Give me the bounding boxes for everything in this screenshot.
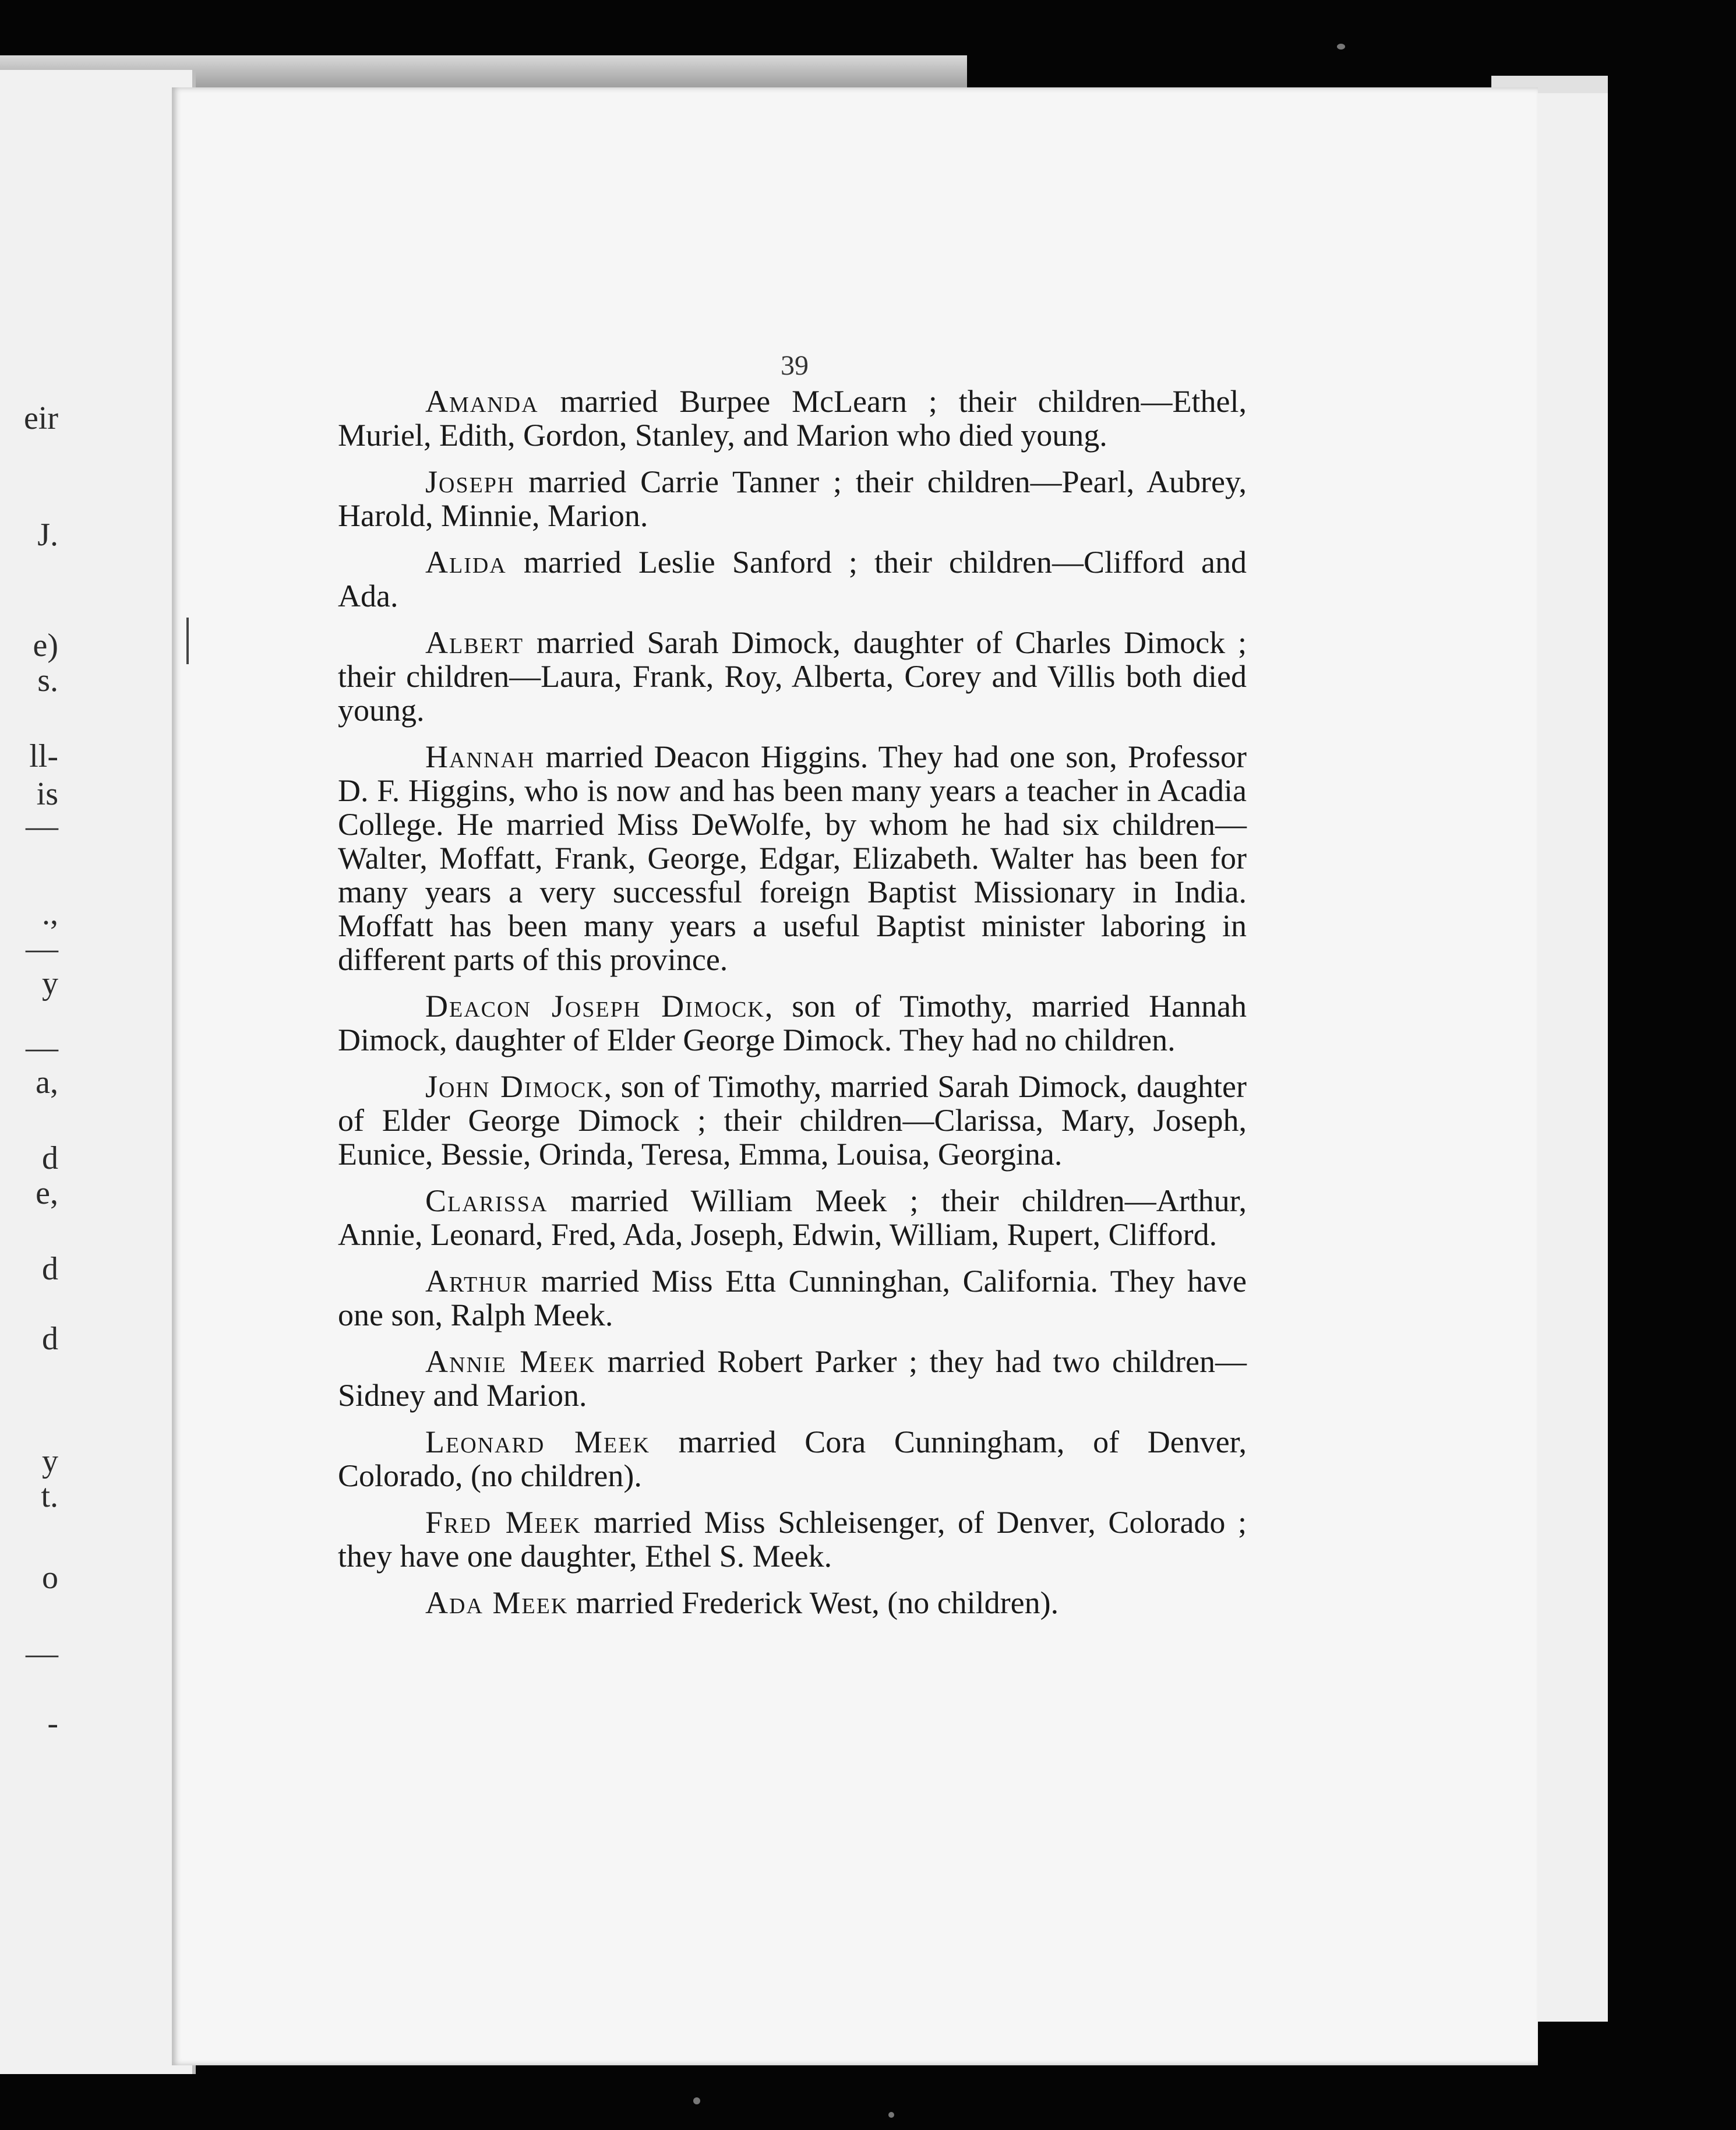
entry-name: Alida <box>425 545 507 580</box>
genealogy-entry <box>338 545 1247 613</box>
entry-name: Albert <box>425 625 524 660</box>
left-fragment: s. <box>37 662 58 699</box>
genealogy-entry <box>338 626 1247 727</box>
entry-text: married Leslie Sanford ; their children—Clifford and Ada. <box>338 545 1247 613</box>
entry-name: Joseph <box>425 464 515 499</box>
left-fragment: ., <box>42 895 58 932</box>
left-fragment: o <box>42 1560 58 1596</box>
page-body-text <box>338 385 1247 1632</box>
entry-name: John Dimock <box>425 1069 604 1104</box>
left-fragment: eir <box>23 400 58 436</box>
left-fragment: y <box>42 1443 58 1479</box>
dust-speck <box>888 2112 894 2118</box>
left-fragment: J. <box>37 517 58 553</box>
genealogy-entry <box>338 465 1247 532</box>
entry-text: married William Meek ; their children—Arthur, Annie, Leonard, Fred, Ada, Joseph, Edwin, William, Rupert, Clifford. <box>338 1183 1247 1252</box>
genealogy-entry <box>338 1505 1247 1573</box>
left-fragment: t. <box>41 1478 58 1514</box>
entry-name: Annie Meek <box>425 1344 596 1379</box>
entry-name: Ada Meek <box>425 1585 569 1620</box>
left-page-text-fragments <box>0 70 192 2074</box>
left-fragment: d <box>42 1321 58 1357</box>
entry-name: Hannah <box>425 739 535 774</box>
entry-text: , son of Timothy, married Sarah Dimock, daughter of Elder George Dimock ; their children—Clarissa, Mary, Joseph, Eunice, Bessie, Orinda, Teresa, Emma, Louisa, Georgina. <box>338 1069 1247 1172</box>
genealogy-entry <box>338 1070 1247 1171</box>
genealogy-entry <box>338 1264 1247 1332</box>
entry-text: married Frederick West, (no children). <box>568 1585 1059 1620</box>
left-fragment: ll- <box>29 738 58 774</box>
genealogy-entry <box>338 1184 1247 1251</box>
entry-text: married Miss Schleisenger, of Denver, Colorado ; they have one daughter, Ethel S. Meek. <box>338 1505 1247 1574</box>
left-fragment: — <box>26 930 58 967</box>
left-fragment: — <box>26 1635 58 1671</box>
page-number: 39 <box>781 350 809 381</box>
entry-text: , son of Timothy, married Hannah Dimock, daughter of Elder George Dimock. They had no children. <box>338 989 1247 1057</box>
entry-text: married Carrie Tanner ; their children—Pearl, Aubrey, Harold, Minnie, Marion. <box>338 464 1247 533</box>
entry-text: married Burpee McLearn ; their children—Ethel, Muriel, Edith, Gordon, Stanley, and Marion who died young. <box>338 384 1247 453</box>
genealogy-entry <box>338 1586 1247 1620</box>
entry-name: Amanda <box>425 384 539 419</box>
entry-text: married Robert Parker ; they had two children—Sidney and Marion. <box>338 1344 1247 1413</box>
left-fragment: a, <box>36 1064 58 1101</box>
left-fragment: is <box>36 776 58 812</box>
entry-name: Arthur <box>425 1264 529 1299</box>
entry-text: married Sarah Dimock, daughter of Charles Dimock ; their children—Laura, Frank, Roy, Alberta, Corey and Villis both died young. <box>338 625 1247 728</box>
entry-text: married Miss Etta Cunninghan, California. They have one son, Ralph Meek. <box>338 1264 1247 1332</box>
genealogy-entry <box>338 1425 1247 1493</box>
left-facing-page <box>0 70 196 2074</box>
entry-name: Deacon Joseph Dimock <box>425 989 765 1024</box>
left-fragment: d <box>42 1140 58 1176</box>
left-fragment: - <box>47 1705 58 1741</box>
left-fragment: e) <box>33 627 58 664</box>
genealogy-entry <box>338 740 1247 976</box>
left-fragment: — <box>26 1029 58 1066</box>
left-fragment: — <box>26 808 58 844</box>
left-fragment: d <box>42 1251 58 1287</box>
gutter-mark <box>186 618 189 664</box>
genealogy-entry <box>338 1345 1247 1412</box>
left-fragment: y <box>42 965 58 1001</box>
entry-name: Clarissa <box>425 1183 548 1218</box>
entry-name: Fred Meek <box>425 1505 581 1540</box>
genealogy-entry <box>338 385 1247 452</box>
entry-text: married Cora Cunningham, of Denver, Colorado, (no children). <box>338 1424 1247 1493</box>
genealogy-entry <box>338 989 1247 1057</box>
entry-text: married Deacon Higgins. They had one son, Professor D. F. Higgins, who is now and has been many years a teacher in Acadia College. He married Miss DeWolfe, by whom he had six children—Walter, Moffatt, Frank, George, Edgar, Elizabeth. Walter has been for many years a very successful foreign Baptist Missionary in India. Moffatt has been many years a useful Baptist minister laboring in different parts of this province. <box>338 739 1247 977</box>
left-fragment: e, <box>36 1175 58 1211</box>
dust-speck <box>693 2097 700 2104</box>
entry-name: Leonard Meek <box>425 1424 650 1459</box>
dust-speck <box>1337 44 1345 50</box>
